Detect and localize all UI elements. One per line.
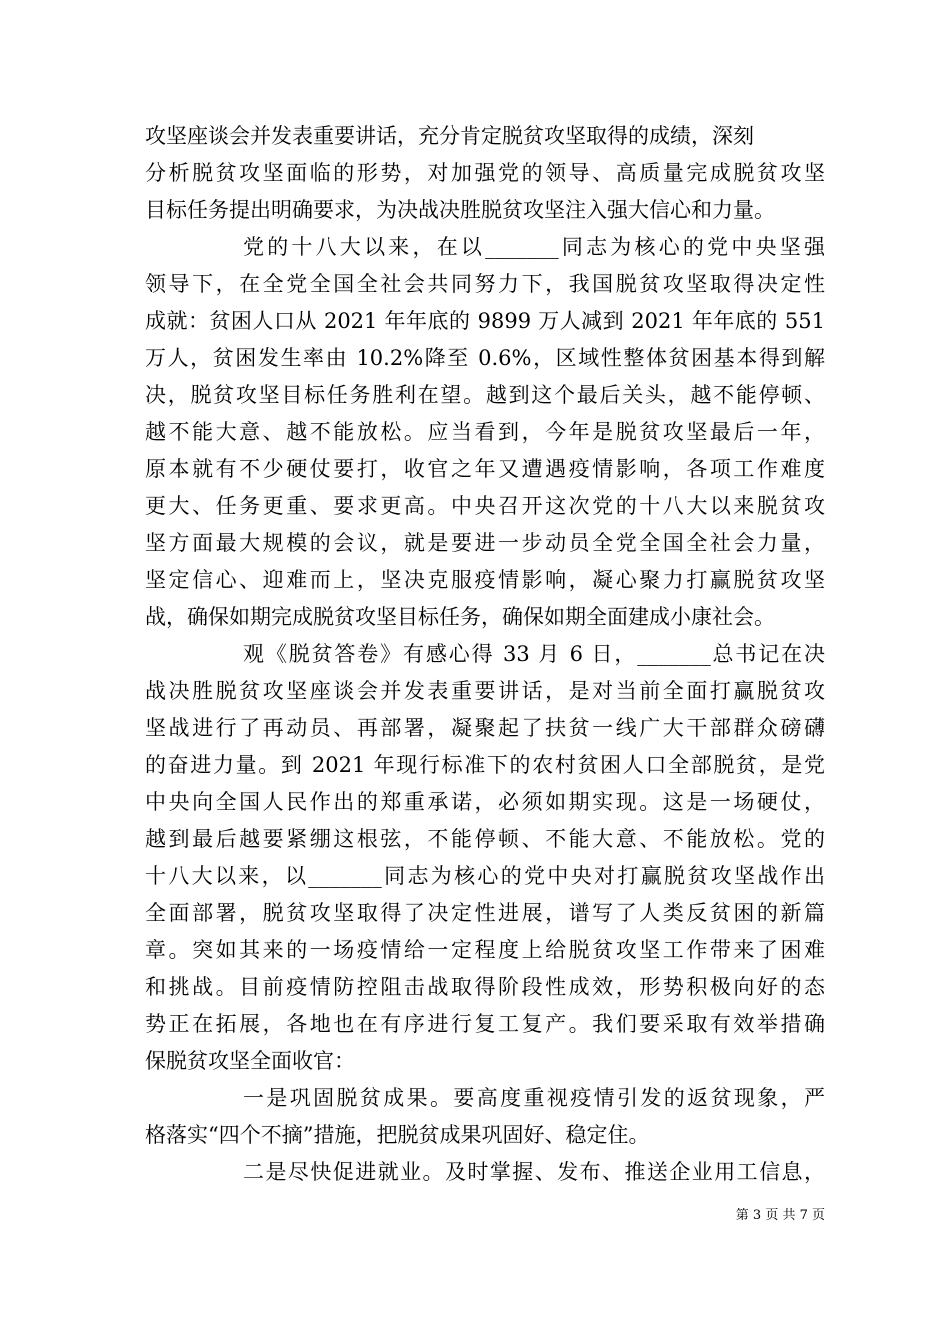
- paragraph-first-line: 二是尽快促进就业。及时掌握、发布、推送企业用工信息，: [243, 1160, 825, 1184]
- text-line: 全面部署，脱贫攻坚取得了决定性进展，谱写了人类反贫困的新篇: [145, 901, 825, 925]
- text-line: 领导下，在全党全国全社会共同努力下，我国脱贫攻坚取得决定性: [145, 272, 825, 296]
- text-line: 十八大以来，以_______同志为核心的党中央对打赢脱贫攻坚战作出: [145, 864, 825, 888]
- text-line: 越到最后越要紧绷这根弦，不能停顿、不能大意、不能放松。党的: [145, 827, 825, 851]
- text-line: 更大、任务更重、要求更高。中央召开这次党的十八大以来脱贫攻: [145, 494, 825, 518]
- text-line: 越不能大意、越不能放松。应当看到，今年是脱贫攻坚最后一年，: [145, 420, 825, 444]
- text-line: 坚定信心、迎难而上，坚决克服疫情影响，凝心聚力打赢脱贫攻坚: [145, 568, 825, 592]
- text-line: 的奋进力量。到 2021 年现行标准下的农村贫困人口全部脱贫，是党: [145, 753, 825, 777]
- text-line: 坚战进行了再动员、再部署，凝聚起了扶贫一线广大干部群众磅礴: [145, 716, 825, 740]
- paragraph-first-line: 一是巩固脱贫成果。要高度重视疫情引发的返贫现象，严: [243, 1086, 825, 1110]
- text-line: 万人，贫困发生率由 10.2%降至 0.6%，区域性整体贫困基本得到解: [145, 346, 825, 370]
- text-line: 战决胜脱贫攻坚座谈会并发表重要讲话，是对当前全面打赢脱贫攻: [145, 679, 825, 703]
- paragraph-first-line: 党的十八大以来，在以_______同志为核心的党中央坚强: [243, 235, 825, 259]
- text-line: 战，确保如期完成脱贫攻坚目标任务，确保如期全面建成小康社会。: [145, 605, 775, 629]
- text-line: 原本就有不少硬仗要打，收官之年又遭遇疫情影响，各项工作难度: [145, 457, 825, 481]
- text-line: 目标任务提出明确要求，为决战决胜脱贫攻坚注入强大信心和力量。: [145, 198, 775, 222]
- text-line: 分析脱贫攻坚面临的形势，对加强党的领导、高质量完成脱贫攻坚: [145, 161, 825, 185]
- text-line: 成就：贫困人口从 2021 年年底的 9899 万人减到 2021 年年底的 551: [145, 309, 825, 333]
- text-line: 中央向全国人民作出的郑重承诺，必须如期实现。这是一场硬仗，: [145, 790, 825, 814]
- text-line: 和挑战。目前疫情防控阻击战取得阶段性成效，形势积极向好的态: [145, 975, 825, 999]
- text-line: 攻坚座谈会并发表重要讲话，充分肯定脱贫攻坚取得的成绩，深刻: [145, 124, 754, 148]
- page-number-footer: 第 3 页 共 7 页: [735, 1208, 825, 1223]
- text-line: 势正在拓展，各地也在有序进行复工复产。我们要采取有效举措确: [145, 1012, 825, 1036]
- text-line: 章。突如其来的一场疫情给一定程度上给脱贫攻坚工作带来了困难: [145, 938, 825, 962]
- text-line: 格落实“四个不摘”措施，把脱贫成果巩固好、稳定住。: [145, 1123, 650, 1147]
- text-line: 坚方面最大规模的会议，就是要进一步动员全党全国全社会力量，: [145, 531, 825, 555]
- text-line: 保脱贫攻坚全面收官：: [145, 1049, 355, 1073]
- paragraph-first-line: 观《脱贫答卷》有感心得 33 月 6 日，_______总书记在决: [243, 642, 825, 666]
- text-line: 决，脱贫攻坚目标任务胜利在望。越到这个最后关头，越不能停顿、: [145, 383, 825, 407]
